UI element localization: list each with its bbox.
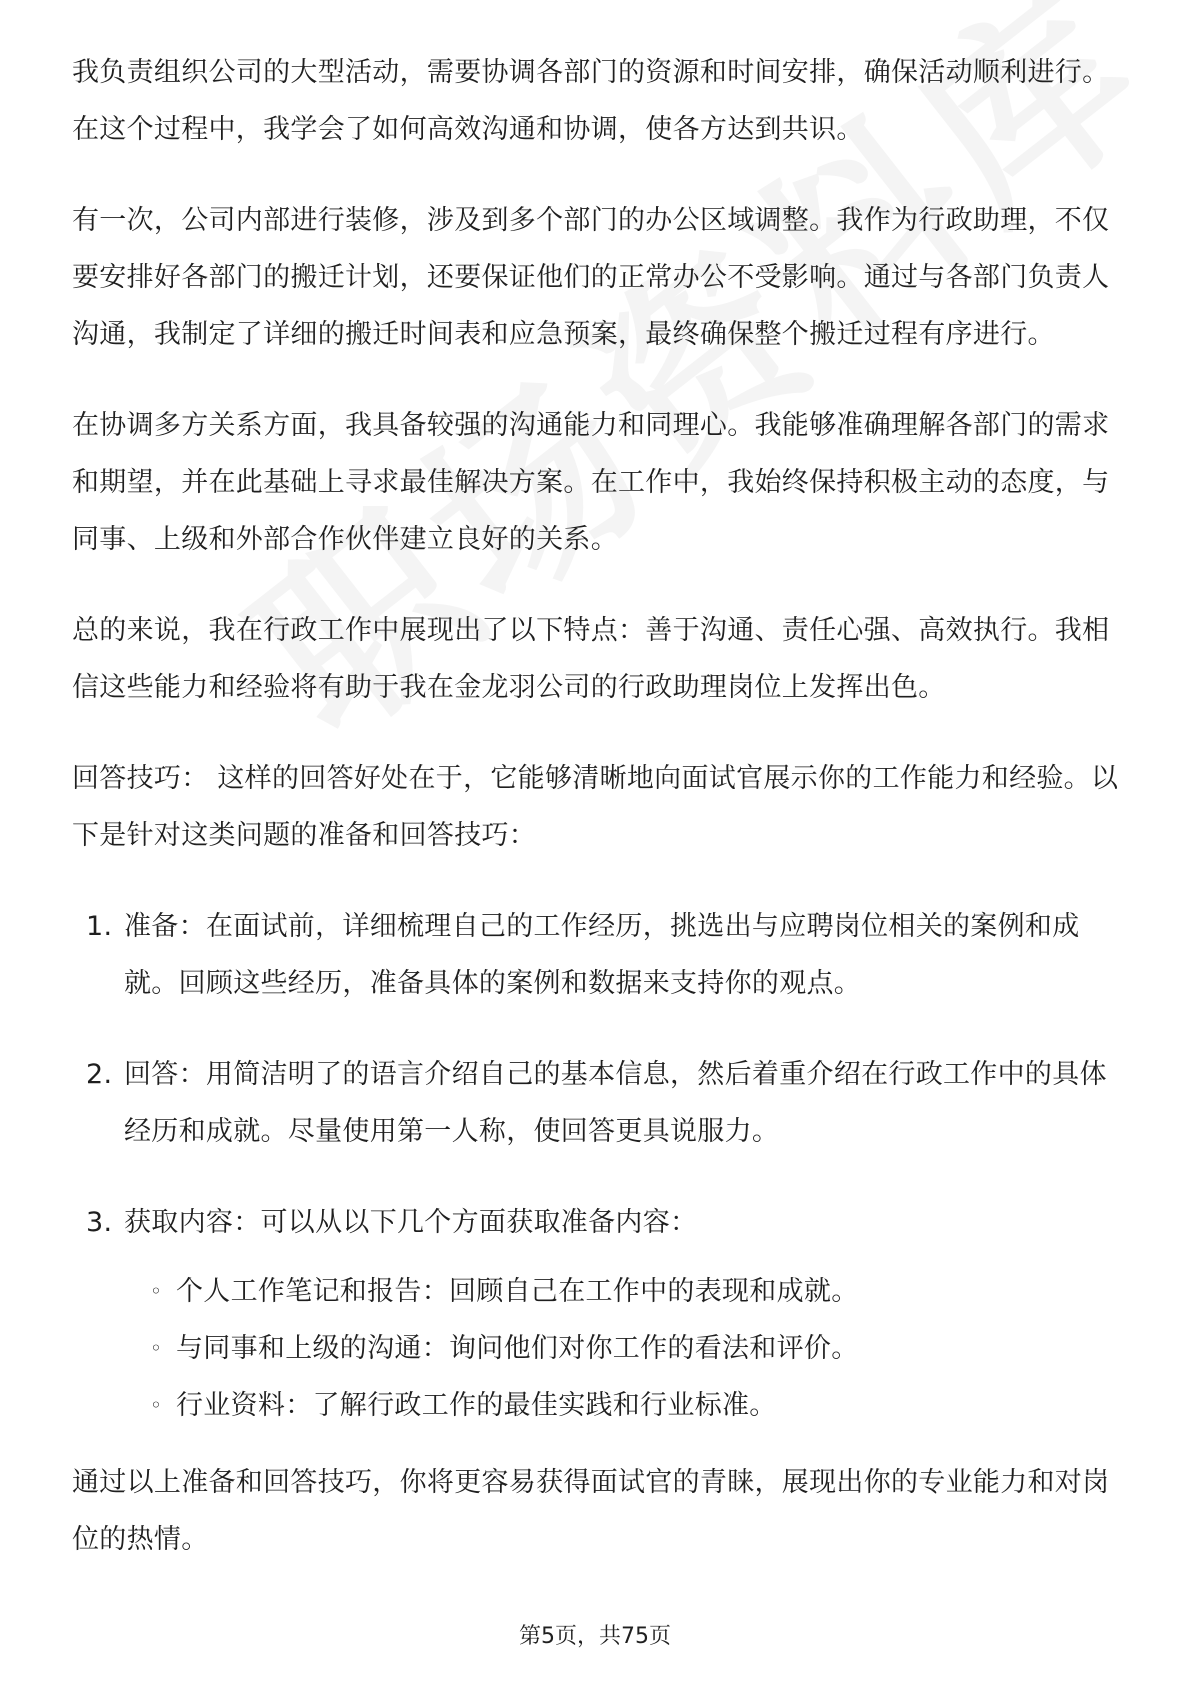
bullet-item-text: 个人工作笔记和报告：回顾自己在工作中的表现和成就。 [176, 1276, 859, 1307]
list-number: 3. [86, 1207, 113, 1238]
list-item-text: 准备：在面试前，详细梳理自己的工作经历，挑选出与应聘岗位相关的案例和成就。回顾这些经历，准备具体的案例和数据来支持你的观点。 [124, 911, 1080, 999]
bullet-item [72, 1377, 1120, 1434]
list-item-text: 回答：用简洁明了的语言介绍自己的基本信息，然后着重介绍在行政工作中的具体经历和成就。尽量使用第一人称，使回答更具说服力。 [124, 1059, 1107, 1147]
bullet-item [72, 1320, 1120, 1377]
list-number: 1. [86, 911, 113, 942]
list-number: 2. [86, 1059, 113, 1090]
page-number-footer: 第5页，共75页 [519, 1624, 671, 1649]
bullet-circle-icon: ◦ [150, 1279, 163, 1303]
paragraph-answer-tips: 回答技巧： 这样的回答好处在于，它能够清晰地向面试官展示你的工作能力和经验。以下是针对这类问题的准备和回答技巧： [72, 763, 1119, 851]
paragraph-coordination-skills: 在协调多方关系方面，我具备较强的沟通能力和同理心。我能够准确理解各部门的需求和期望，并在此基础上寻求最佳解决方案。在工作中，我始终保持积极主动的态度，与同事、上级和外部合作伙伴建立良好的关系。 [72, 410, 1110, 555]
bullet-item [72, 1263, 1120, 1320]
document-body [72, 44, 1120, 1602]
list-item [72, 898, 1120, 1012]
bullet-item-text: 行业资料：了解行政工作的最佳实践和行业标准。 [176, 1390, 777, 1421]
list-item [72, 1046, 1120, 1160]
paragraph-closing: 通过以上准备和回答技巧，你将更容易获得面试官的青睐，展现出你的专业能力和对岗位的热情。 [72, 1467, 1110, 1555]
list-item-text: 获取内容：可以从以下几个方面获取准备内容： [124, 1207, 698, 1238]
paragraph-renovation-story: 有一次，公司内部进行装修，涉及到多个部门的办公区域调整。我作为行政助理，不仅要安排好各部门的搬迁计划，还要保证他们的正常办公不受影响。通过与各部门负责人沟通，我制定了详细的搬迁时间表和应急预案，最终确保整个搬迁过程有序进行。 [72, 205, 1110, 350]
tips-ordered-list [72, 898, 1120, 1251]
bullet-item-text: 与同事和上级的沟通：询问他们对你工作的看法和评价。 [176, 1333, 859, 1364]
bullet-circle-icon: ◦ [150, 1393, 163, 1417]
bullet-circle-icon: ◦ [150, 1336, 163, 1360]
sources-bullet-list [72, 1263, 1120, 1434]
paragraph-activity-organizing: 我负责组织公司的大型活动，需要协调各部门的资源和时间安排，确保活动顺利进行。在这个过程中，我学会了如何高效沟通和协调，使各方达到共识。 [72, 57, 1110, 145]
paragraph-summary: 总的来说，我在行政工作中展现出了以下特点：善于沟通、责任心强、高效执行。我相信这些能力和经验将有助于我在金龙羽公司的行政助理岗位上发挥出色。 [72, 615, 1110, 703]
list-item [72, 1194, 1120, 1251]
